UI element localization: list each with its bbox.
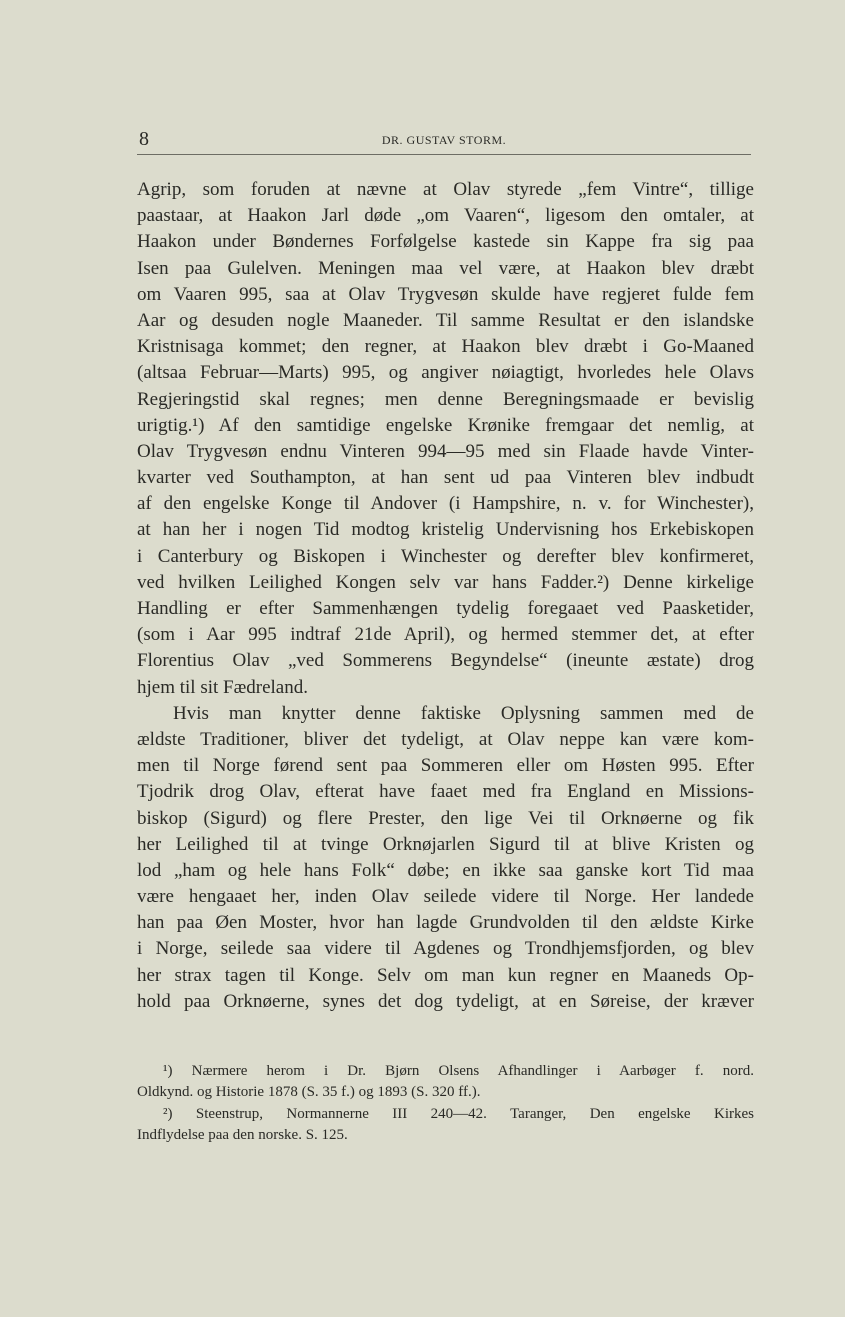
text-line: Isen paa Gulelven. Meningen maa vel være, at Haakon blev dræbt [137, 257, 754, 279]
text-line: her strax tagen til Konge. Selv om man kun regner en Maaneds Op- [137, 964, 754, 986]
text-line: Handling er efter Sammenhængen tydelig foregaaet ved Paasketider, [137, 598, 754, 619]
footnote-line: Oldkynd. og Historie 1878 (S. 35 f.) og 1893 (S. 320 ff.). [137, 1084, 481, 1101]
body-text [137, 177, 754, 1015]
running-head: DR. GUSTAV STORM. [381, 133, 507, 147]
text-line: Florentius Olav „ved Sommerens Begyndelse“ (ineunte æstate) drog [137, 650, 754, 672]
text-line: Hvis man knytter denne faktiske Oplysning sammen med de [173, 702, 754, 724]
text-line: hold paa Orknøerne, synes det dog tydeligt, at en Søreise, der kræver [137, 990, 754, 1012]
text-line: om Vaaren 995, saa at Olav Trygvesøn skulde have regjeret fulde fem [137, 283, 754, 305]
footnote-line: ¹) Nærmere herom i Dr. Bjørn Olsens Afhandlinger i Aarbøger f. nord. [163, 1063, 754, 1079]
text-line: Agrip, som foruden at nævne at Olav styrede „fem Vintre“, tillige [137, 179, 754, 200]
text-line: (altsaa Februar—Marts) 995, og angiver nøiagtigt, hvorledes hele Olavs [137, 362, 754, 384]
text-line: at han her i nogen Tid modtog kristelig Undervisning hos Erkebiskopen [137, 519, 754, 541]
text-line: biskop (Sigurd) og flere Prester, den lige Vei til Orknøerne og fik [137, 807, 754, 829]
text-line: ældste Traditioner, bliver det tydeligt, at Olav neppe kan være kom- [137, 728, 754, 750]
text-line: Tjodrik drog Olav, efterat have faaet med fra England en Missions- [137, 781, 754, 803]
text-line: Regjeringstid skal regnes; men denne Beregningsmaade er bevislig [137, 388, 754, 410]
text-line: Olav Trygvesøn endnu Vinteren 994—95 med sin Flaade havde Vinter- [137, 440, 754, 462]
text-line: kvarter ved Southampton, at han sent ud paa Vinteren blev indbudt [137, 467, 754, 489]
text-line: være hengaaet her, inden Olav seilede videre til Norge. Her landede [137, 886, 754, 908]
text-line: i Norge, seilede saa videre til Agdenes og Trondhjemsfjorden, og blev [137, 938, 754, 960]
text-line: Haakon under Bøndernes Forfølgelse kastede sin Kappe fra sig paa [137, 231, 754, 253]
page-number: 8 [139, 128, 149, 150]
text-line: urigtig.¹) Af den samtidige engelske Krønike fremgaar det nemlig, at [137, 414, 754, 436]
text-line: hjem til sit Fædreland. [137, 676, 308, 698]
footnote-line: Indflydelse paa den norske. S. 125. [137, 1126, 348, 1143]
text-line: i Canterbury og Biskopen i Winchester og derefter blev konfirmeret, [137, 545, 754, 567]
text-line: han paa Øen Moster, hvor han lagde Grundvolden til den ældste Kirke [137, 912, 754, 934]
text-line: ved hvilken Leilighed Kongen selv var hans Fadder.²) Denne kirkelige [137, 571, 754, 593]
text-line: Aar og desuden nogle Maaneder. Til samme Resultat er den islandske [137, 309, 754, 331]
text-line: men til Norge førend sent paa Sommeren eller om Høsten 995. Efter [137, 755, 754, 777]
text-line: paastaar, at Haakon Jarl døde „om Vaaren“, ligesom den omtaler, at [137, 205, 754, 227]
footnotes [137, 1061, 754, 1146]
text-line: lod „ham og hele hans Folk“ døbe; en ikke saa ganske kort Tid maa [137, 859, 754, 881]
text-line: af den engelske Konge til Andover (i Hampshire, n. v. for Winchester), [137, 493, 754, 515]
text-line: her Leilighed til at tvinge Orknøjarlen Sigurd til at blive Kristen og [137, 833, 754, 855]
text-line: Kristnisaga kommet; den regner, at Haakon blev dræbt i Go-Maaned [137, 336, 754, 358]
footnote-line: ²) Steenstrup, Normannerne III 240—42. Taranger, Den engelske Kirkes [163, 1105, 754, 1122]
text-line: (som i Aar 995 indtraf 21de April), og hermed stemmer det, at efter [137, 624, 754, 646]
page-header [137, 126, 751, 155]
